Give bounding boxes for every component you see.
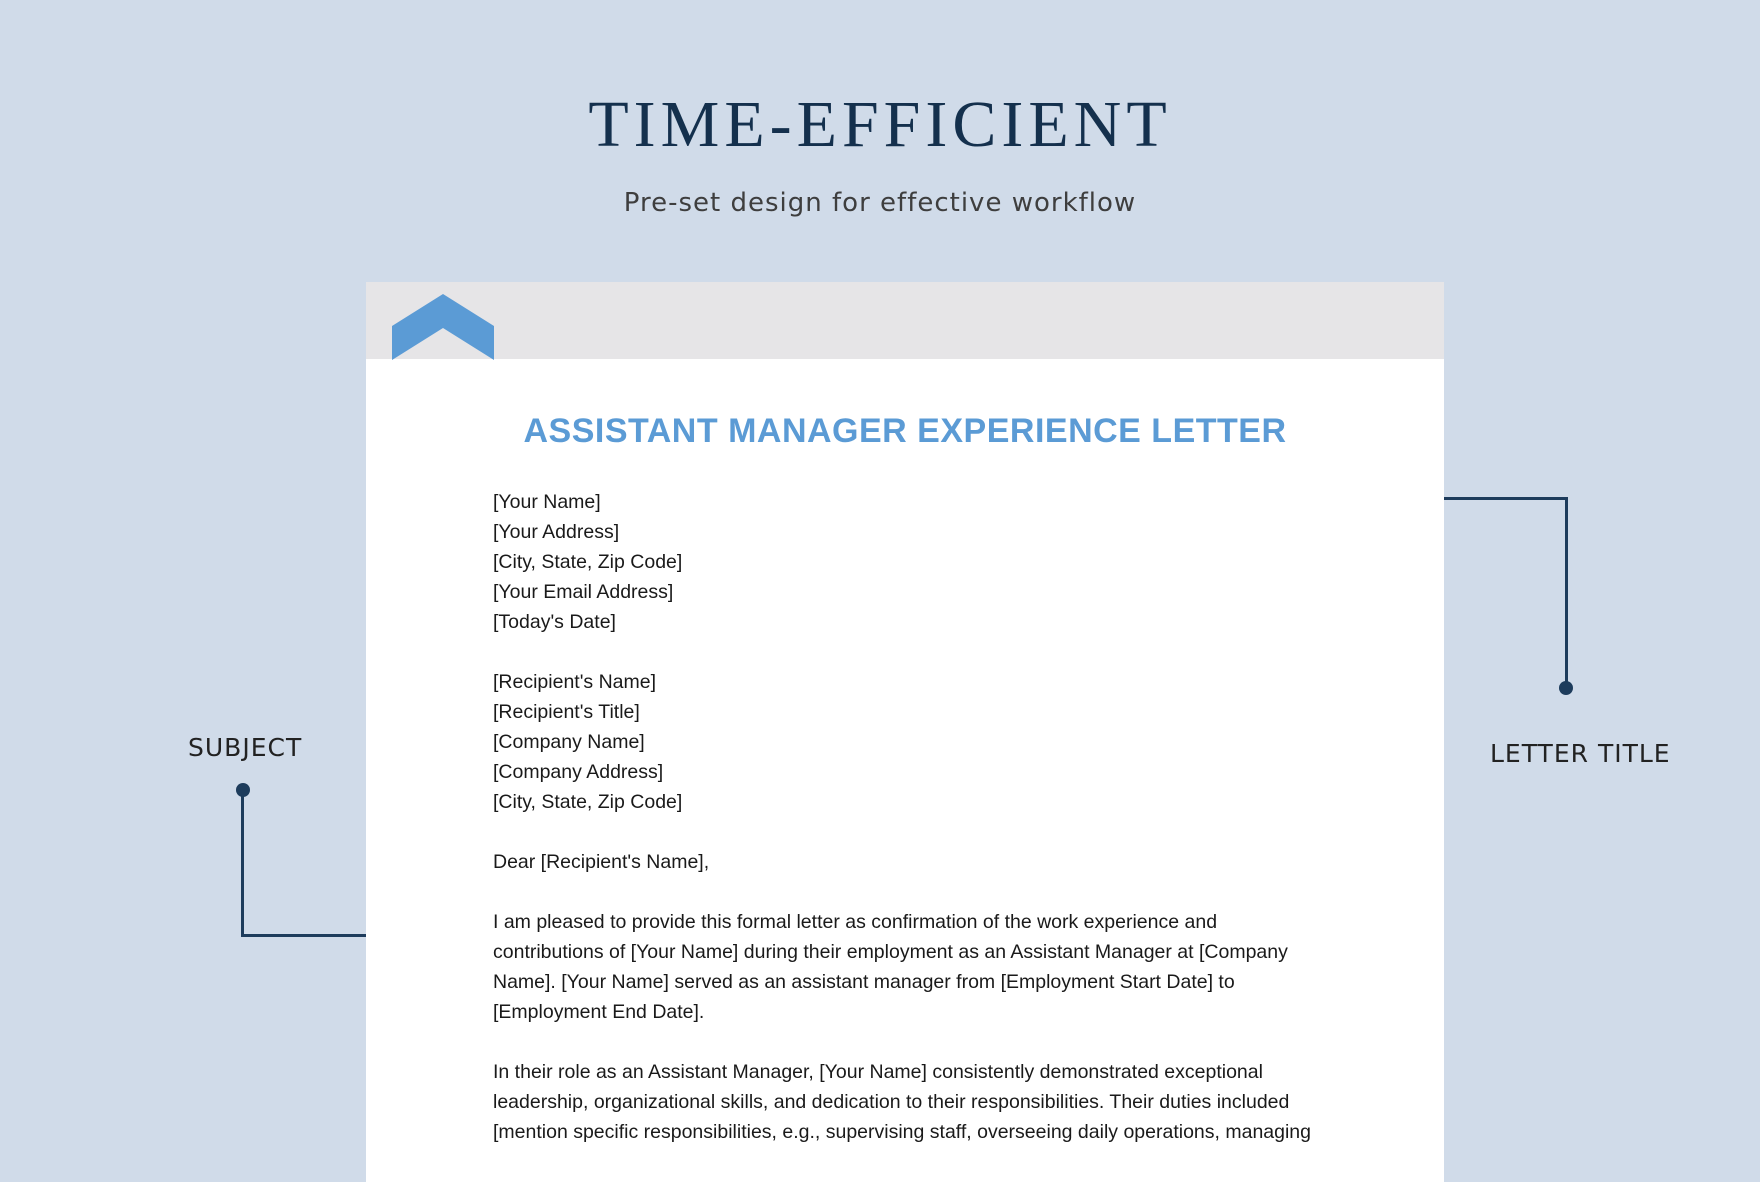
sender-block (493, 487, 1323, 637)
paragraph-line: [Employment End Date]. (493, 1001, 705, 1023)
hero-title: TIME-EFFICIENT (588, 88, 1172, 161)
chevron-up-icon (392, 292, 494, 360)
paragraph-line: leadership, organizational skills, and dedication to their responsibilities. Their duties included (493, 1091, 1290, 1113)
paragraph-role (493, 1057, 1323, 1147)
salutation (493, 847, 1323, 877)
sender-line: [Your Name] (493, 491, 601, 513)
paragraph-line: [mention specific responsibilities, e.g., supervising staff, overseeing daily operations, managing (493, 1121, 1312, 1143)
letter-body (493, 487, 1323, 1147)
sender-line: [Today's Date] (493, 611, 616, 633)
recipient-block (493, 667, 1323, 817)
paragraph-line: In their role as an Assistant Manager, [Your Name] consistently demonstrated exceptional (493, 1061, 1263, 1083)
recipient-line: [Company Name] (493, 731, 645, 753)
letter-document (366, 282, 1444, 1182)
paragraph-line: Name]. [Your Name] served as an assistant manager from [Employment Start Date] to (493, 971, 1235, 993)
recipient-line: [Company Address] (493, 761, 664, 783)
document-header-band (366, 282, 1444, 359)
recipient-line: [Recipient's Title] (493, 701, 640, 723)
letter-title: ASSISTANT MANAGER EXPERIENCE LETTER (523, 412, 1287, 450)
sender-line: [Your Email Address] (493, 581, 674, 603)
hero-subtitle: Pre-set design for effective workflow (623, 188, 1137, 218)
paragraph-line: I am pleased to provide this formal letter as confirmation of the work experience and (493, 911, 1218, 933)
salutation-text: Dear [Recipient's Name], (493, 851, 710, 873)
paragraph-confirmation (493, 907, 1323, 1027)
sender-line: [Your Address] (493, 521, 620, 543)
letter-title-callout-line-vertical (1565, 497, 1568, 687)
sender-line: [City, State, Zip Code] (493, 551, 683, 573)
letter-title-callout-dot (1559, 681, 1573, 695)
paragraph-line: contributions of [Your Name] during their employment as an Assistant Manager at [Company (493, 941, 1288, 963)
letter-title-callout-label: LETTER TITLE (1490, 739, 1671, 768)
subject-callout-line-vertical (241, 790, 244, 937)
subject-callout-label: SUBJECT (188, 733, 303, 762)
recipient-line: [City, State, Zip Code] (493, 791, 683, 813)
recipient-line: [Recipient's Name] (493, 671, 657, 693)
